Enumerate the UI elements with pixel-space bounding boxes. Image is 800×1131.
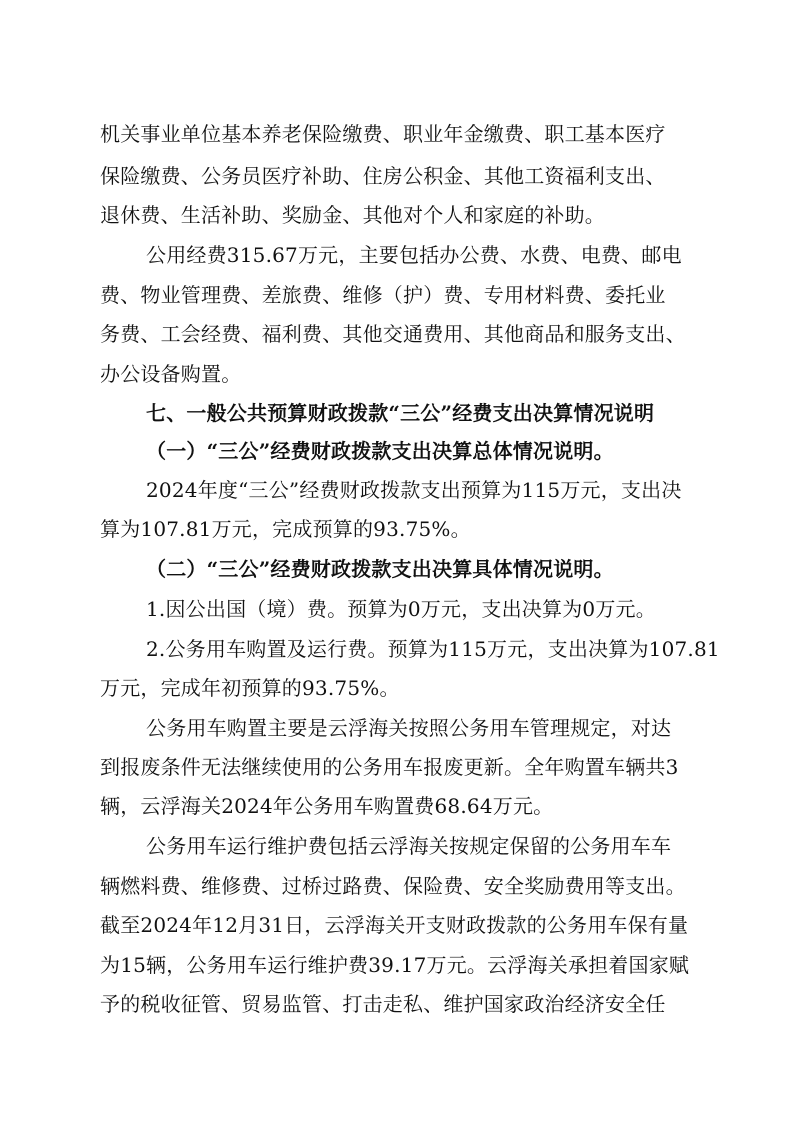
section-heading: 七、一般公共预算财政拨款“三公”经费支出决算情况说明 (146, 401, 655, 425)
body-text-line: 保险缴费、公务员医疗补助、住房公积金、其他工资福利支出、 (100, 164, 666, 188)
body-text-line: 万元，完成年初预算的93.75%。 (100, 676, 400, 700)
paragraph-first-line: 公务用车购置主要是云浮海关按照公务用车管理规定，对达 (146, 716, 672, 740)
body-text-line: 务费、工会经费、福利费、其他交通费用、其他商品和服务支出、 (100, 322, 686, 346)
subsection-heading: （一）“三公”经费财政拨款支出决算总体情况说明。 (146, 439, 614, 463)
body-text-line: 辆燃料费、维修费、过桥过路费、保险费、安全奖励费用等支出。 (100, 874, 686, 898)
body-text-line: 机关事业单位基本养老保险缴费、职业年金缴费、职工基本医疗 (100, 122, 666, 146)
paragraph-first-line: 2024年度“三公”经费财政拨款支出预算为115万元，支出决 (146, 478, 682, 502)
body-text-line: 辆，云浮海关2024年公务用车购置费68.64万元。 (100, 794, 554, 818)
body-text-line: 予的税收征管、贸易监管、打击走私、维护国家政治经济安全任 (100, 992, 666, 1016)
paragraph-first-line: 公务用车运行维护费包括云浮海关按规定保留的公务用车车 (146, 834, 672, 858)
body-text-line: 到报废条件无法继续使用的公务用车报废更新。全年购置车辆共3 (100, 755, 679, 779)
body-text-line: 为15辆，公务用车运行维护费39.17万元。云浮海关承担着国家赋 (100, 953, 690, 977)
item-line: 2.公务用车购置及运行费。预算为115万元，支出决算为107.81 (146, 637, 720, 661)
body-text-line: 算为107.81万元，完成预算的93.75%。 (100, 517, 471, 541)
body-text-line: 截至2024年12月31日，云浮海关开支财政拨款的公务用车保有量 (100, 913, 689, 937)
body-text-line: 费、物业管理费、差旅费、维修（护）费、专用材料费、委托业 (100, 283, 666, 307)
body-text-line: 办公设备购置。 (100, 362, 242, 386)
item-line: 1.因公出国（境）费。预算为0万元，支出决算为0万元。 (146, 597, 656, 621)
body-text-line: 退休费、生活补助、奖励金、其他对个人和家庭的补助。 (100, 203, 605, 227)
paragraph-first-line: 公用经费315.67万元，主要包括办公费、水费、电费、邮电 (146, 243, 682, 267)
subsection-heading: （二）“三公”经费财政拨款支出决算具体情况说明。 (146, 557, 614, 581)
